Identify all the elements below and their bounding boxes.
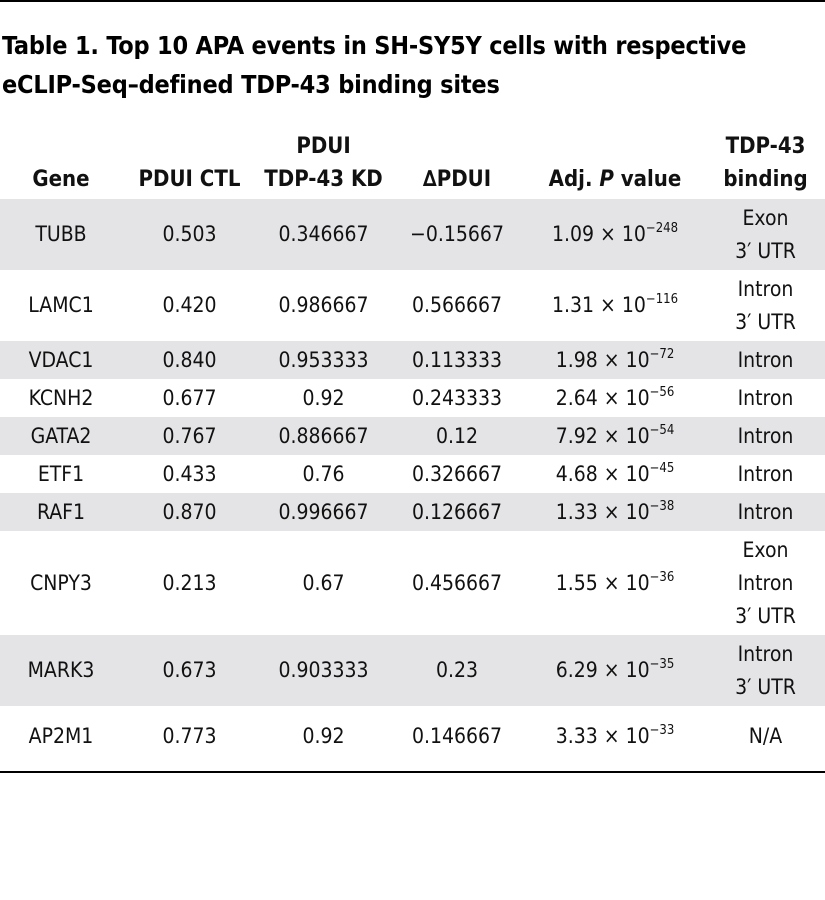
cell-delta-pdui: 0.113333: [390, 341, 524, 379]
cell-gene: GATA2: [0, 417, 122, 455]
cell-adj-p-value: $3.33 \times 10^{-33}$: [555, 722, 675, 748]
cell-gene: ETF1: [37, 461, 85, 486]
binding-site-label: 3′ UTR: [735, 674, 796, 699]
cell-pdui-kd: 0.996667: [257, 493, 390, 531]
cell-tdp43-binding: [706, 417, 825, 455]
binding-site-label: Intron: [737, 641, 794, 666]
cell-pdui-ctl: 0.420: [162, 293, 217, 317]
binding-site-label: Intron: [737, 461, 794, 486]
table-row: [0, 531, 825, 635]
cell-tdp43-binding: [706, 493, 825, 531]
header-gene: Gene: [32, 167, 90, 192]
binding-site-label: N/A: [748, 723, 783, 748]
cell-gene: LAMC1: [28, 293, 94, 317]
caption-line-2: eCLIP-Seq–defined TDP-43 binding sites: [2, 70, 500, 99]
table-body: [0, 199, 825, 766]
binding-site-label: Intron: [737, 385, 794, 410]
binding-site-label: Intron: [737, 499, 794, 524]
table-row: [0, 199, 825, 270]
cell-pdui-kd: 0.953333: [257, 341, 390, 379]
cell-gene: RAF1: [0, 493, 122, 531]
cell-pdui-ctl: 0.870: [122, 493, 257, 531]
header-delta-pdui: ∆PDUI: [422, 167, 492, 192]
header-adj-p-value: Adj. P value: [548, 167, 682, 192]
binding-site-label: Intron: [737, 570, 794, 595]
cell-tdp43-binding: [706, 635, 825, 706]
cell-pdui-kd: 0.67: [302, 570, 345, 595]
cell-delta-pdui: 0.126667: [390, 493, 524, 531]
table-row: [0, 493, 825, 531]
cell-delta-pdui: 0.146667: [411, 723, 503, 748]
table-row: [0, 455, 825, 493]
cell-pdui-ctl: 0.503: [122, 199, 257, 270]
cell-pdui-kd: 0.92: [302, 723, 345, 748]
cell-pdui-kd: 0.986667: [278, 293, 369, 317]
cell-pdui-kd: 0.346667: [257, 199, 390, 270]
cell-pdui-ctl: 0.677: [162, 385, 217, 410]
cell-tdp43-binding: [706, 455, 825, 493]
cell-gene: KCNH2: [28, 385, 94, 410]
cell-delta-pdui: 0.23: [390, 635, 524, 706]
table-caption: [2, 26, 822, 104]
binding-site-label: Intron: [737, 423, 794, 448]
header-row: [0, 130, 825, 199]
cell-pdui-ctl: 0.213: [162, 570, 217, 595]
cell-adj-p-value: $7.92 \times 10^{-54}$: [524, 417, 706, 455]
cell-tdp43-binding: [706, 199, 825, 270]
cell-tdp43-binding: [706, 379, 825, 417]
cell-gene: TUBB: [0, 199, 122, 270]
table-row: [0, 635, 825, 706]
cell-adj-p-value: $6.29 \times 10^{-35}$: [524, 635, 706, 706]
cell-tdp43-binding: [706, 531, 825, 635]
cell-adj-p-value: $1.55 \times 10^{-36}$: [555, 569, 675, 595]
cell-gene: VDAC1: [0, 341, 122, 379]
cell-pdui-kd: 0.886667: [257, 417, 390, 455]
table-row: [0, 706, 825, 766]
cell-tdp43-binding: [706, 270, 825, 341]
cell-adj-p-value: $1.33 \times 10^{-38}$: [524, 493, 706, 531]
cell-pdui-kd: 0.903333: [257, 635, 390, 706]
table-row: [0, 379, 825, 417]
caption-line-1: Table 1. Top 10 APA events in SH-SY5Y cells with respective: [2, 31, 747, 60]
cell-pdui-ctl: 0.433: [162, 461, 217, 486]
binding-site-label: Intron: [737, 276, 794, 301]
cell-delta-pdui: 0.243333: [411, 385, 503, 410]
cell-gene: CNPY3: [30, 570, 92, 595]
cell-pdui-ctl: 0.840: [122, 341, 257, 379]
cell-delta-pdui: 0.12: [390, 417, 524, 455]
table-row: [0, 417, 825, 455]
binding-site-label: 3′ UTR: [735, 309, 796, 334]
binding-site-label: Exon: [742, 205, 789, 230]
cell-gene: AP2M1: [28, 723, 94, 748]
cell-adj-p-value: $1.98 \times 10^{-72}$: [524, 341, 706, 379]
cell-tdp43-binding: [706, 706, 825, 766]
cell-delta-pdui: −0.15667: [390, 199, 524, 270]
binding-site-label: 3′ UTR: [735, 238, 796, 263]
cell-delta-pdui: 0.456667: [411, 570, 503, 595]
cell-delta-pdui: 0.326667: [411, 461, 503, 486]
cell-pdui-kd: 0.92: [302, 385, 345, 410]
cell-adj-p-value: $1.09 \times 10^{-248}$: [524, 199, 706, 270]
cell-adj-p-value: $2.64 \times 10^{-56}$: [555, 384, 675, 410]
table-row: [0, 270, 825, 341]
apa-events-table: [0, 130, 825, 766]
binding-site-label: 3′ UTR: [735, 603, 796, 628]
cell-adj-p-value: $4.68 \times 10^{-45}$: [555, 460, 675, 486]
header-pdui-kd: PDUI TDP-43 KD: [264, 134, 383, 192]
cell-pdui-ctl: 0.673: [122, 635, 257, 706]
table-row: [0, 341, 825, 379]
top-rule: [0, 0, 825, 2]
cell-pdui-ctl: 0.767: [122, 417, 257, 455]
binding-site-label: Intron: [737, 347, 794, 372]
cell-adj-p-value: $1.31 \times 10^{-116}$: [551, 292, 679, 317]
cell-tdp43-binding: [706, 341, 825, 379]
cell-pdui-kd: 0.76: [302, 461, 345, 486]
cell-delta-pdui: 0.566667: [411, 293, 503, 317]
bottom-rule: [0, 771, 825, 773]
cell-gene: MARK3: [0, 635, 122, 706]
header-tdp43-binding: TDP-43 binding: [723, 134, 808, 192]
binding-site-label: Exon: [742, 537, 789, 562]
cell-pdui-ctl: 0.773: [162, 723, 217, 748]
header-pdui-ctl: PDUI CTL: [138, 167, 241, 192]
